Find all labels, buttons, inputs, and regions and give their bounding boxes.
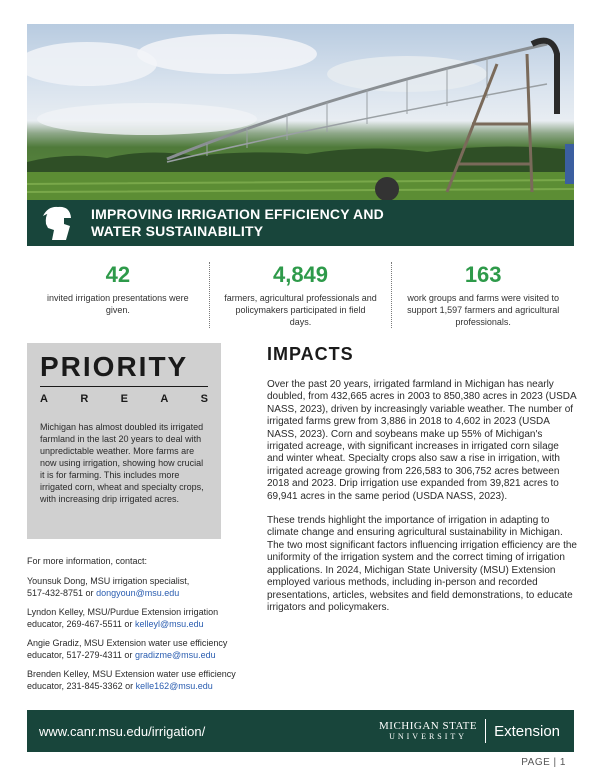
impacts-paragraph: Over the past 20 years, irrigated farmland in Michigan has nearly doubled, from 432,665 acres in 2003 to 850,380 acres in 2023 (USDA NASS, 2023), driven by increasingly variable weather. The number of irrigated farms grew from 3,886 in 2018 to 4,602 in 2023 (USDA NASS, 2023). Corn and soybeans make up 55% of Michigan's irrigated acreage, with significant increases in irrigated corn silage and winter wheat. Specialty crops also saw a rise in irrigation, with irrigated acreage growing from 226,583 to 306,752 acres between 2018 and 2023. Drip irrigation use expanded from 39,821 acres to 69,941 acres in the same period (USDA NASS, 2023).: [267, 379, 577, 502]
stat-description: work groups and farms were visited to support 1,597 farmers and agricultural professionals.: [407, 293, 560, 327]
contact-name-title: Lyndon Kelley, MSU/Purdue Extension irrigation: [27, 607, 219, 617]
page-title: IMPROVING IRRIGATION EFFICIENCY AND WATER SUSTAINABILITY: [91, 206, 384, 239]
website-link[interactable]: www.canr.msu.edu/irrigation/: [39, 723, 206, 739]
areas-letter: A: [40, 393, 48, 405]
stat-description: farmers, agricultural professionals and policymakers participated in field days.: [224, 293, 377, 327]
contact-phone: educator, 517-279-4311 or: [27, 650, 133, 660]
contact-email-link[interactable]: kelleyl@msu.edu: [134, 619, 204, 629]
spartan-helmet-icon: [37, 203, 77, 243]
hero-photo: [27, 24, 574, 200]
stat-farm-visits: [392, 262, 574, 328]
contact-entry: [27, 637, 257, 661]
page-number: PAGE | 1: [521, 757, 566, 768]
stat-number: 4,849: [272, 262, 329, 287]
impacts-paragraph: These trends highlight the importance of irrigation in adapting to climate change and ensuring agricultural sustainability in Michigan. The two most significant factors influencing irrigation efficiency are the uniformity of the irrigation system and the correct timing of irrigation applications. In 2024, Michigan State University (MSU) Extension employed various methods, including in-person and recorded presentations, articles, websites and field demonstrations, to educate irrigators and policymakers.: [267, 515, 577, 613]
msu-wordmark-line1: MICHIGAN STATE: [379, 720, 478, 732]
areas-heading: [40, 393, 208, 405]
contact-entry: [27, 606, 257, 630]
footer-divider: [485, 719, 486, 743]
stat-presentations: [27, 262, 210, 328]
irrigation-pivot-illustration: [27, 24, 574, 200]
contact-name-title: Younsuk Dong, MSU irrigation specialist,: [27, 576, 190, 586]
contact-heading: For more information, contact:: [27, 556, 148, 566]
stat-number: 42: [105, 262, 131, 287]
contact-list: [27, 555, 257, 699]
title-bar: [27, 200, 574, 246]
extension-wordmark: Extension: [494, 722, 560, 740]
contact-email-link[interactable]: gradizme@msu.edu: [134, 650, 216, 660]
contact-email-link[interactable]: dongyoun@msu.edu: [96, 588, 180, 598]
stat-description: invited irrigation presentations were given.: [47, 293, 189, 315]
areas-letter: S: [200, 393, 208, 405]
areas-letter: R: [80, 393, 89, 405]
contact-phone: educator, 269-467-5511 or: [27, 619, 133, 629]
stat-participants: [210, 262, 393, 328]
contact-name-title: Angie Gradiz, MSU Extension water use efficiency: [27, 638, 228, 648]
contact-name-title: Brenden Kelley, MSU Extension water use efficiency: [27, 669, 236, 679]
contact-phone: educator, 231-845-3362 or: [27, 681, 134, 691]
contact-entry: [27, 575, 257, 599]
priority-divider: [40, 386, 208, 387]
impacts-heading: IMPACTS: [267, 344, 354, 364]
priority-description: Michigan has almost doubled its irrigated farmland in the last 20 years to deal with unpredictable weather. More farms are now using irrigation, showing how crucial it is for farming. This includes more irrigated corn, wheat and specialty crops, with increasing drip irrigated acres.: [40, 422, 204, 504]
msu-wordmark-line2: UNIVERSITY: [389, 732, 468, 741]
stats-row: [27, 262, 574, 328]
areas-letter: E: [120, 393, 128, 405]
areas-letter: A: [160, 393, 169, 405]
contact-phone: 517-432-8751 or: [27, 588, 94, 598]
contact-entry: [27, 668, 257, 692]
impacts-body: [267, 379, 577, 626]
priority-heading: PRIORITY: [40, 351, 189, 382]
contact-email-link[interactable]: kelle162@msu.edu: [135, 681, 213, 691]
msu-wordmark: [379, 720, 477, 742]
stat-number: 163: [464, 262, 502, 287]
footer-bar: [27, 710, 574, 752]
priority-areas-box: [27, 343, 221, 539]
